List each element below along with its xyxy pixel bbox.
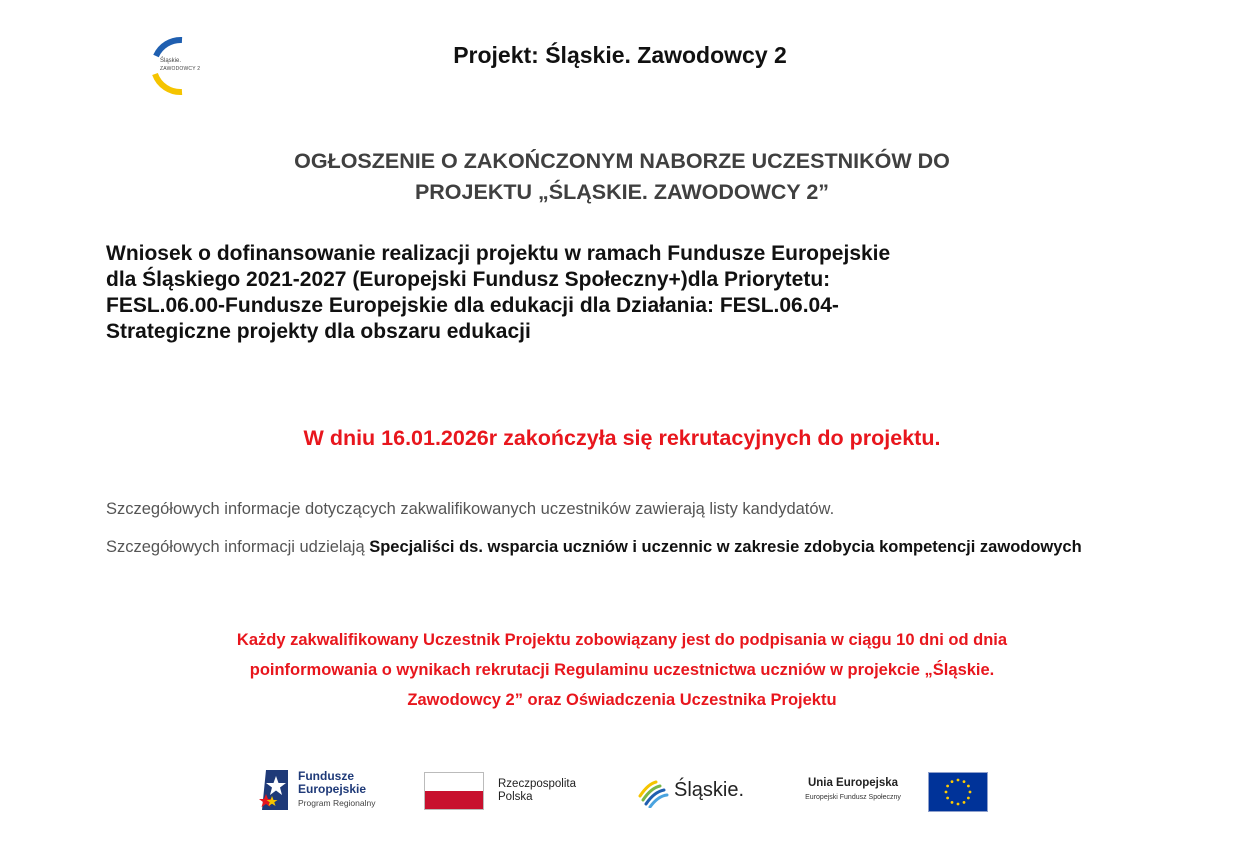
announcement-line-2: PROJEKTU „ŚLĄSKIE. ZAWODOWCY 2” <box>414 180 830 204</box>
ue-subtitle: Europejski Fundusz Społeczny <box>805 794 901 801</box>
eu-star <box>946 797 949 800</box>
fe-name <box>298 770 366 795</box>
rzeczpospolita-polska-logo <box>424 772 604 812</box>
info-contact-prefix: Szczegółowych informacji udzielają <box>106 538 370 556</box>
logo-text-slaskie: Śląskie. <box>160 58 182 64</box>
fe-name-line-2: Europejskie <box>298 781 367 796</box>
info-contact-specialists: Specjaliści ds. wsparcia uczniów i uczennic w zakresie zdobycia kompetencji zawodowych <box>369 538 1082 556</box>
eu-star <box>957 779 960 782</box>
eu-stars-icon <box>929 773 987 811</box>
eu-star <box>951 801 954 804</box>
slaskie-logo <box>636 774 766 810</box>
obligation-line: Każdy zakwalifikowany Uczestnik Projektu zobowiązany jest do podpisania w ciągu 10 dni od dnia <box>236 631 1008 649</box>
eu-star <box>967 797 970 800</box>
eu-star <box>946 785 949 788</box>
unia-europejska-logo <box>786 772 996 812</box>
eu-star <box>945 791 948 794</box>
announcement-title <box>120 146 1124 208</box>
participant-obligation <box>110 625 1134 715</box>
ue-name: Unia Europejska <box>807 777 899 789</box>
grant-description <box>106 241 1146 345</box>
eu-star <box>963 780 966 783</box>
fundusze-europejskie-logo <box>258 768 398 812</box>
slaskie-name: Śląskie. <box>674 779 745 801</box>
rp-name <box>498 778 576 803</box>
obligation-line: Zawodowcy 2” oraz Oświadczenia Uczestnika Projektu <box>407 691 837 709</box>
fe-name-line-1: Fundusze <box>298 769 354 783</box>
eu-star <box>951 780 954 783</box>
info-line-contact <box>106 531 1126 563</box>
grant-line: Strategiczne projekty dla obszaru edukacji <box>106 320 531 343</box>
grant-line: dla Śląskiego 2021-2027 (Europejski Fundusz Społeczny+)dla Priorytetu: <box>106 268 831 291</box>
polish-flag-icon <box>424 772 484 810</box>
fe-star-icon <box>258 768 294 812</box>
project-logo <box>146 34 226 96</box>
logo-text-zawodowcy: ZAWODOWCY 2 <box>160 66 201 72</box>
project-title: Projekt: Śląskie. Zawodowcy 2 <box>453 42 787 68</box>
rp-name-line-1: Rzeczpospolita <box>498 778 576 790</box>
eu-star <box>967 785 970 788</box>
slaskie-waves-icon <box>636 774 670 808</box>
fe-subtitle: Program Regionalny <box>298 798 376 808</box>
eu-star <box>969 791 972 794</box>
zawodowcy-logo-icon <box>146 34 226 96</box>
rp-name-line-2: Polska <box>498 790 533 803</box>
grant-line: FESL.06.00-Fundusze Europejskie dla edukacji dla Działania: FESL.06.04- <box>106 294 839 317</box>
eu-star <box>957 803 960 806</box>
announcement-line-1: OGŁOSZENIE O ZAKOŃCZONYM NABORZE UCZESTNIKÓW DO <box>294 149 950 173</box>
eu-flag-icon <box>928 772 988 812</box>
obligation-line: poinformowania o wynikach rekrutacji Regulaminu uczestnictwa uczniów w projekcie „Śląskie. <box>249 661 995 679</box>
recruitment-end-notice: W dniu 16.01.2026r zakończyła się rekrutacyjnych do projektu. <box>303 426 941 450</box>
eu-star <box>963 801 966 804</box>
grant-line: Wniosek o dofinansowanie realizacji projektu w ramach Fundusze Europejskie <box>106 242 891 265</box>
info-line-candidates: Szczegółowych informacje dotyczących zakwalifikowanych uczestników zawierają listy kandydatów. <box>106 500 835 518</box>
